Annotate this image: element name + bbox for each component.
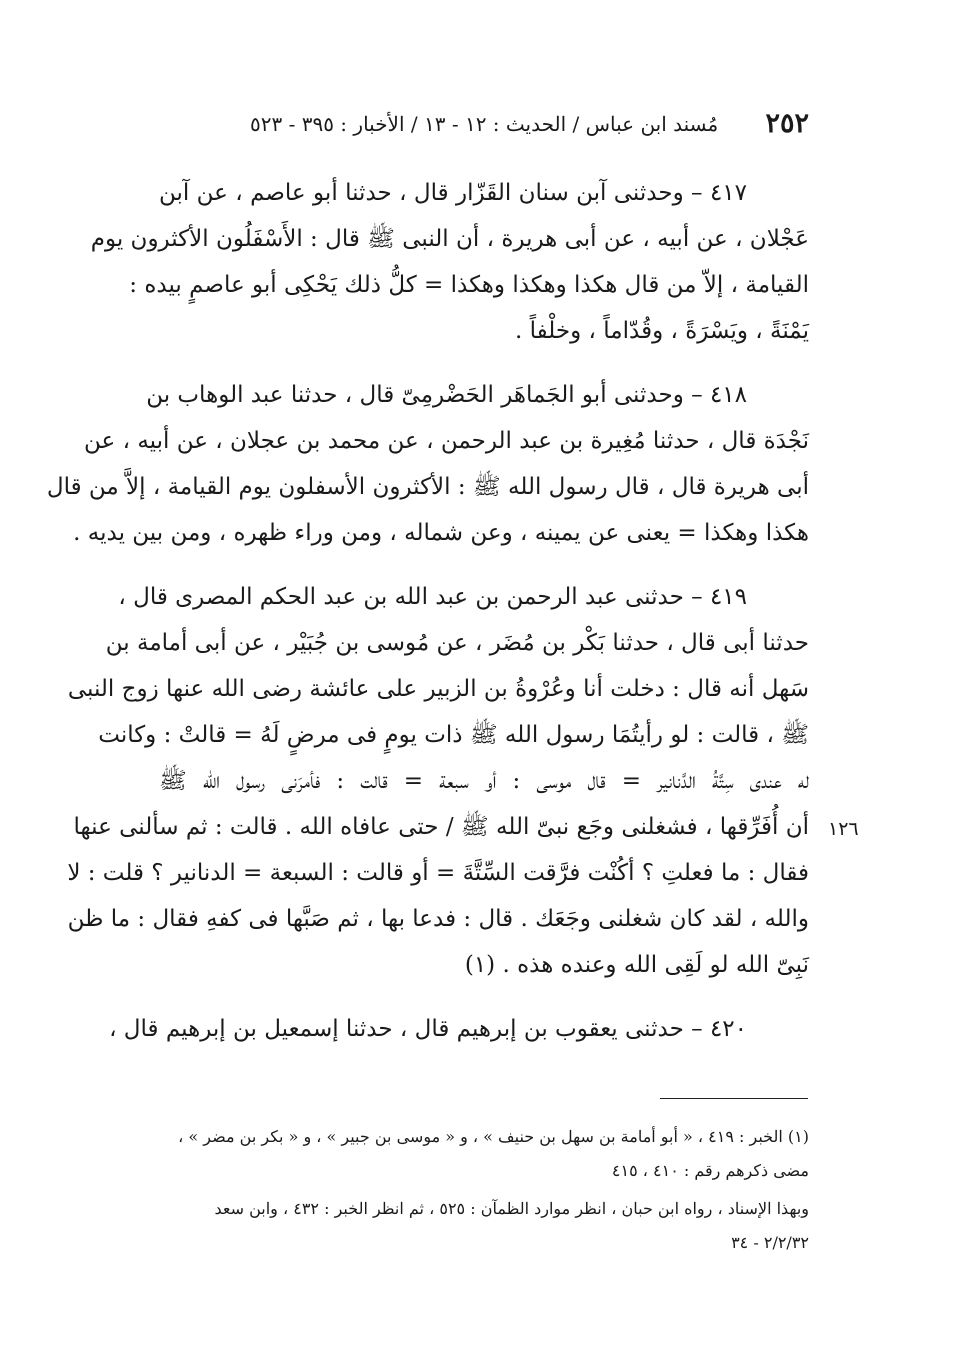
text-line: القيامة ، إلاّ من قال هكذا وهكذا وهكذا = كلُّ ذلك يَحْكِى أبو عاصمٍ بيده : bbox=[129, 272, 809, 298]
footnotes bbox=[159, 1120, 809, 1264]
footnote-line: مضى ذكرهم رقم : ٤١٠ ، ٤١٥ bbox=[611, 1161, 809, 1180]
text-line: ﷺ ، قالت : لو رأيتُمَا رسول الله ﷺ ذات يومٍ فى مرضٍ لَهُ = قالتْ : وكانت bbox=[98, 722, 809, 748]
text-line: نَجْدَة قال ، حدثنا مُغِيرة بن عبد الرحمن ، عن محمد بن عجلان ، عن أبيه ، عن bbox=[84, 428, 809, 454]
hadith-419 bbox=[67, 574, 809, 988]
hadith-418 bbox=[46, 372, 809, 556]
footnote-line: (١) الخبر : ٤١٩ ، « أبو أمامة بن سهل بن حنيف » ، و « موسى بن جبير » ، و « بكر بن مضر » ، bbox=[178, 1127, 809, 1146]
text-line: سَهل أنه قال : دخلت أنا وعُرْوةُ بن الزبير على عائشة رضى الله عنها زوج النبى bbox=[67, 676, 809, 702]
hadith-420 bbox=[109, 1006, 809, 1052]
main-text bbox=[46, 170, 809, 1070]
text-line: عَجْلان ، عن أبيه ، عن أبى هريرة ، أن النبى ﷺ قال : الأَسْفَلُون الأكثرون يوم bbox=[90, 226, 809, 252]
running-title: مُسند ابن عباس / الحديث : ١٢ - ١٣ / الأخبار : ٣٩٥ - ٥٢٣ bbox=[250, 112, 719, 136]
text-line: ٤١٨ – وحدثنى أبو الجَماهَر الحَضْرمِىّ قال ، حدثنا عبد الوهاب بن bbox=[146, 382, 747, 408]
footnote-1 bbox=[159, 1120, 809, 1188]
text-line: له عندى سِتَّةُ الدَّنانير = قال موسى : أو سبعة = قالت : فأمرَنى رسول الله ﷺ bbox=[159, 768, 809, 794]
footnote-line: وبهذا الإسناد ، رواه ابن حبان ، انظر موارد الظمآن : ٥٢٥ ، ثم انظر الخبر : ٤٣٢ ، وابن سعد bbox=[214, 1199, 809, 1218]
footnote-continuation bbox=[159, 1192, 809, 1260]
footnote-divider bbox=[660, 1098, 808, 1099]
text-line: ٤٢٠ – حدثنى يعقوب بن إبرهيم قال ، حدثنا إسمعيل بن إبرهيم قال ، bbox=[109, 1016, 747, 1042]
text-line: والله ، لقد كان شغلنى وجَعَك . قال : فدعا بها ، ثم صَبَّها فى كفهِ فقال : ما ظن bbox=[67, 906, 809, 932]
text-line: هكذا وهكذا = يعنى عن يمينه ، وعن شماله ، ومن وراء ظهره ، ومن بين يديه . bbox=[73, 520, 809, 546]
running-header bbox=[250, 108, 809, 148]
text-line: ٤١٧ – وحدثنى آبن سنان القَزّار قال ، حدثنا أبو عاصم ، عن آبن bbox=[159, 180, 747, 206]
text-line: أبى هريرة قال ، قال رسول الله ﷺ : الأكثرون الأسفلون يوم القيامة ، إلاَّ من قال bbox=[46, 474, 809, 500]
text-line: أن أُفَرِّقها ، فشغلنى وجَع نبىّ الله ﷺ / حتى عافاه الله . قالت : ثم سألنى عنها bbox=[73, 814, 809, 840]
page-number: ٢٥٢ bbox=[765, 108, 809, 139]
text-line: نَبِىّ الله لو لَقِى الله وعنده هذه . (١) bbox=[464, 952, 809, 978]
text-line: حدثنا أبى قال ، حدثنا بَكْر بن مُضَر ، عن مُوسى بن جُبَيْر ، عن أبى أمامة بن bbox=[105, 630, 809, 656]
footnote-line: ٢/٢/٣٢ - ٣٤ bbox=[731, 1233, 809, 1252]
text-line: ٤١٩ – حدثنى عبد الرحمن بن عبد الله بن عبد الحكم المصرى قال ، bbox=[118, 584, 747, 610]
hadith-417 bbox=[90, 170, 809, 354]
text-line: يَمْنَةً ، ويَسْرَةً ، وقُدّاماً ، وخلْفاً . bbox=[515, 318, 809, 344]
margin-page-reference: ١٢٦ bbox=[828, 818, 859, 840]
text-line: فقال : ما فعلتِ ؟ أكُنْت فرَّقت السِّتَّةَ = أو قالت : السبعة = الدنانير ؟ قلت : لا bbox=[67, 860, 809, 886]
